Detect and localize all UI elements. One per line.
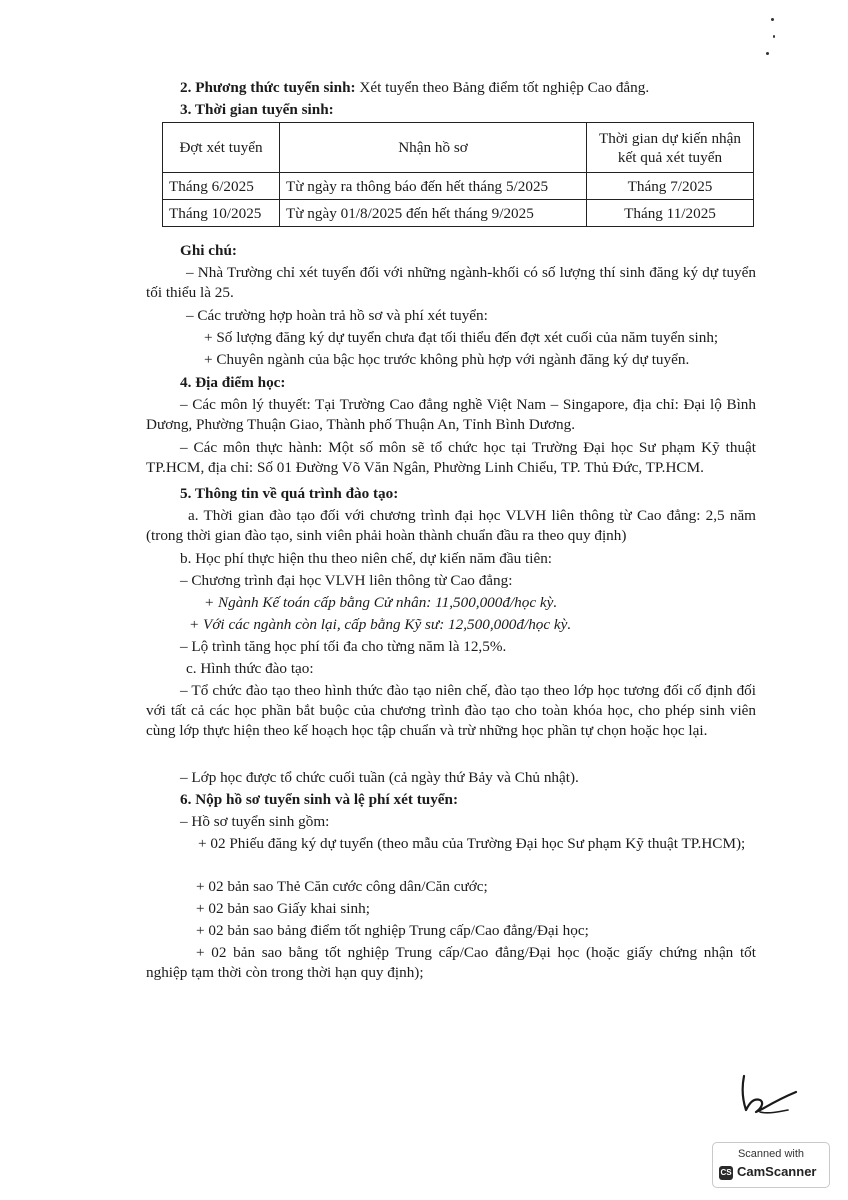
section-5-heading: 5. Thông tin về quá trình đào tạo: [180,485,399,502]
section-5-paragraph: c. Hình thức đào tạo: [186,660,314,677]
scan-speck [766,52,769,55]
section-6-list-item: + 02 bản sao bằng tốt nghiệp Trung cấp/Cao đẳng/Đại học (hoặc giấy chứng nhận tốt nghiệp tạm thời còn trong thời hạn quy định); [146,944,756,981]
section-6-list-item: + 02 bản sao bảng điểm tốt nghiệp Trung cấp/Cao đẳng/Đại học; [196,922,589,939]
note-paragraph: – Nhà Trường chỉ xét tuyển đối với những ngành-khối có số lượng thí sinh đăng ký dự tuyển tối thiểu là 25. [146,264,756,301]
section-5-paragraph: b. Học phí thực hiện thu theo niên chế, dự kiến năm đầu tiên: [180,550,553,567]
table-cell: Tháng 10/2025 [163,200,280,227]
table-row [163,173,754,200]
section-2-line [180,78,649,98]
section-5-paragraph: – Lớp học được tổ chức cuối tuần (cả ngày thứ Bảy và Chủ nhật). [180,769,579,786]
table-header-row [163,123,754,173]
section-4-paragraph: – Các môn thực hành: Một số môn sẽ tổ chức học tại Trường Đại học Sư phạm Kỹ thuật TP.HCM, địa chỉ: Số 01 Đường Võ Văn Ngân, Phường Linh Chiểu, TP. Thủ Đức, TP.HCM. [146,439,756,476]
section-5-paragraph: a. Thời gian đào tạo đối với chương trình đại học VLVH liên thông từ Cao đẳng: 2,5 năm (trong thời gian đào tạo, sinh viên phải hoàn thành chuẩn đầu ra theo quy định) [146,507,756,544]
section-2-heading: 2. Phương thức tuyển sinh: [180,79,356,96]
section-6-list-item: + 02 bản sao Giấy khai sinh; [196,900,370,917]
table-row [163,200,754,227]
section-5-list-item: + Ngành Kế toán cấp bằng Cử nhân: 11,500,000đ/học kỳ. [204,594,558,611]
camscanner-watermark [712,1142,830,1188]
section-6-list-item: + 02 bản sao Thẻ Căn cước công dân/Căn cước; [196,878,488,895]
admission-schedule-table [162,122,754,227]
section-4-paragraph: – Các môn lý thuyết: Tại Trường Cao đẳng nghề Việt Nam – Singapore, địa chỉ: Đại lộ Bình Dương, Phường Thuận Giao, Thành phố Thuận An, Tỉnh Bình Dương. [146,396,756,433]
table-cell: Tháng 11/2025 [587,200,754,227]
table-header-cell: Đợt xét tuyển [163,123,280,173]
scanned-with-label: Scanned with [737,1148,805,1160]
section-5-paragraph: – Tổ chức đào tạo theo hình thức đào tạo niên chế, đào tạo theo lớp học tương đối cố định đối với tất cả các học phần bắt buộc của chương trình đào tạo cho toàn khóa học, cho phép sinh viên cùng lớp thực hiện theo kế hoạch học tập chuẩn và trừ những học phần tự chọn hoặc học lại. [146,682,756,739]
section-2-text: Xét tuyển theo Bảng điểm tốt nghiệp Cao đẳng. [355,79,650,96]
section-6-paragraph: – Hồ sơ tuyển sinh gồm: [180,813,330,830]
section-5-list-item: + Với các ngành còn lại, cấp bằng Kỹ sư: 12,500,000đ/học kỳ. [189,616,572,633]
table-cell: Từ ngày 01/8/2025 đến hết tháng 9/2025 [280,200,587,227]
table-header-cell: Thời gian dự kiến nhận kết quả xét tuyển [587,123,754,173]
section-6-heading: 6. Nộp hồ sơ tuyển sinh và lệ phí xét tuyển: [180,791,459,808]
table-cell: Tháng 6/2025 [163,173,280,200]
scan-speck [771,18,774,21]
scan-speck [773,35,775,38]
note-paragraph: – Các trường hợp hoàn trả hồ sơ và phí xét tuyển: [186,307,488,324]
section-3-heading: 3. Thời gian tuyển sinh: [180,101,334,118]
note-heading: Ghi chú: [180,242,237,259]
table-cell: Từ ngày ra thông báo đến hết tháng 5/2025 [280,173,587,200]
section-6-list-item: + 02 Phiếu đăng ký dự tuyển (theo mẫu của Trường Đại học Sư phạm Kỹ thuật TP.HCM); [198,835,746,852]
section-5-paragraph: – Chương trình đại học VLVH liên thông từ Cao đẳng: [180,572,513,589]
table-cell: Tháng 7/2025 [587,173,754,200]
camscanner-logo-icon: CS [719,1166,733,1180]
handwritten-signature [738,1072,800,1118]
section-4-heading: 4. Địa điểm học: [180,374,286,391]
camscanner-brand: CamScanner [737,1164,817,1179]
section-5-paragraph: – Lộ trình tăng học phí tối đa cho từng năm là 12,5%. [180,638,507,655]
note-list-item: + Số lượng đăng ký dự tuyển chưa đạt tối thiểu đến đợt xét cuối của năm tuyển sinh; [204,329,719,346]
table-header-cell: Nhận hồ sơ [280,123,587,173]
note-list-item: + Chuyên ngành của bậc học trước không phù hợp với ngành đăng ký dự tuyển. [204,351,690,368]
